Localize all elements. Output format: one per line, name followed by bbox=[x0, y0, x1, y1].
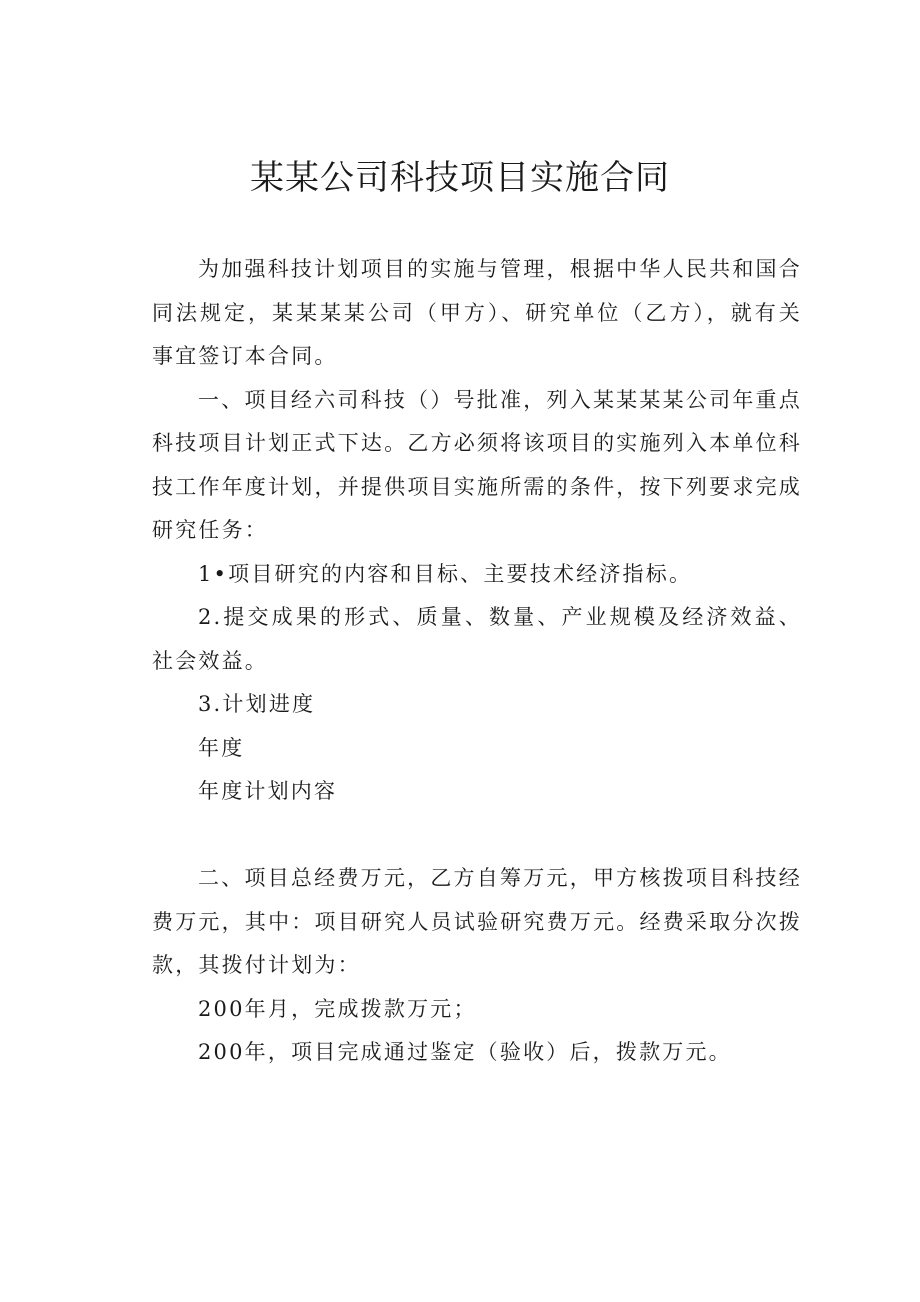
paragraph-item-3: 3.计划进度 bbox=[198, 692, 316, 716]
paragraph-item-2: 2.提交成果的形式、质量、数量、产业规模及经济效益、社会效益。 bbox=[152, 605, 802, 673]
blank-line bbox=[152, 814, 802, 858]
paragraph-item-1: 1•项目研究的内容和目标、主要技术经济指标。 bbox=[198, 561, 693, 586]
paragraph-clause-1: 一、项目经六司科技（）号批准，列入某某某某公司年重点科技项目计划正式下达。乙方必须将该项目的实施列入本单位科技工作年度计划，并提供项目实施所需的条件，按下列要求完成研究任务： bbox=[152, 387, 802, 542]
paragraph-clause-2: 二、项目总经费万元，乙方自筹万元，甲方核拨项目科技经费万元，其中：项目研究人员试验研究费万元。经费采取分次拨款，其拨付计划为： bbox=[152, 866, 802, 977]
paragraph-year-plan-label: 年度计划内容 bbox=[198, 779, 338, 803]
paragraph-payment-1: 200年月，完成拨款万元； bbox=[198, 996, 477, 1021]
document-title: 某某公司科技项目实施合同 bbox=[250, 158, 670, 198]
document-body bbox=[152, 248, 802, 1075]
paragraph-preamble: 为加强科技计划项目的实施与管理，根据中华人民共和国合同法规定，某某某某公司（甲方）、研究单位（乙方），就有关事宜签订本合同。 bbox=[152, 257, 802, 368]
paragraph-year-label: 年度 bbox=[198, 735, 245, 760]
paragraph-payment-2: 200年，项目完成通过鉴定（验收）后，拨款万元。 bbox=[198, 1040, 732, 1064]
